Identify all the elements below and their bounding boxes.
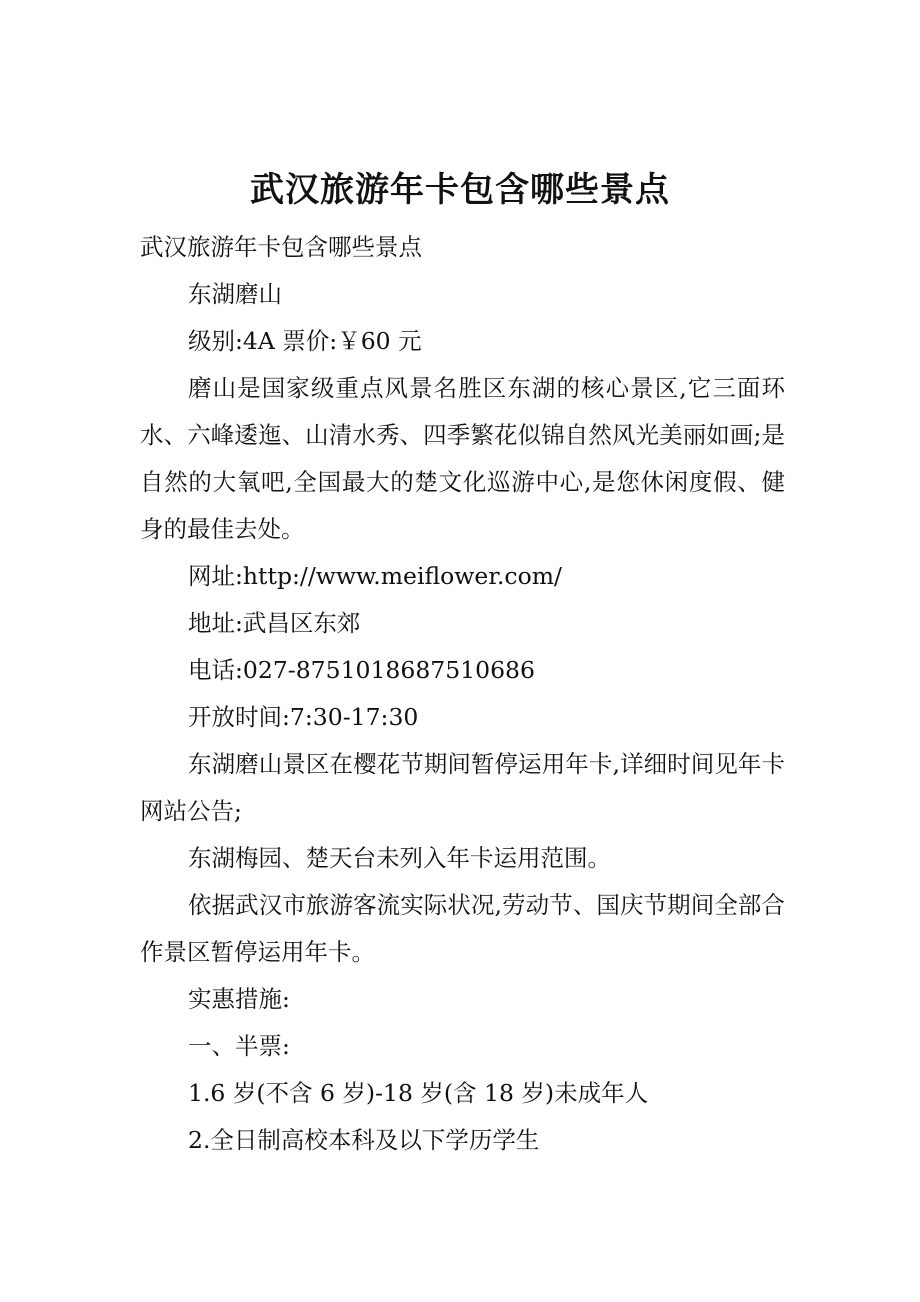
address-paragraph: 地址:武昌区东郊 bbox=[188, 609, 361, 637]
description-paragraph: 磨山是国家级重点风景名胜区东湖的核心景区,它三面环水、六峰逶迤、山清水秀、四季繁花似锦自然风光美丽如画;是自然的大氧吧,全国最大的楚文化巡游中心,是您休闲度假、健身的最佳去处。 bbox=[140, 374, 785, 543]
notice-paragraph-1: 东湖磨山景区在樱花节期间暂停运用年卡,详细时间见年卡网站公告; bbox=[140, 750, 785, 825]
discounts-heading-paragraph: 实惠措施: bbox=[188, 985, 290, 1013]
half-price-item-1: 1.6 岁(不含 6 岁)-18 岁(含 18 岁)未成年人 bbox=[188, 1079, 649, 1107]
level-price-paragraph: 级别:4A 票价:￥60 元 bbox=[188, 327, 422, 355]
phone-paragraph: 电话:027-8751018687510686 bbox=[188, 656, 535, 684]
half-price-item-2: 2.全日制高校本科及以下学历学生 bbox=[188, 1126, 540, 1154]
website-paragraph: 网址:http://www.meiflower.com/ bbox=[188, 562, 562, 590]
section-heading-paragraph: 东湖磨山 bbox=[188, 280, 282, 308]
page-title: 武汉旅游年卡包含哪些景点 bbox=[250, 169, 670, 210]
subtitle-paragraph: 武汉旅游年卡包含哪些景点 bbox=[140, 233, 422, 261]
half-price-heading-paragraph: 一、半票: bbox=[188, 1032, 290, 1060]
opening-hours-paragraph: 开放时间:7:30-17:30 bbox=[188, 703, 419, 731]
notice-paragraph-3: 依据武汉市旅游客流实际状况,劳动节、国庆节期间全部合作景区暂停运用年卡。 bbox=[140, 891, 785, 966]
document-body bbox=[140, 224, 785, 1164]
notice-paragraph-2: 东湖梅园、楚天台未列入年卡运用范围。 bbox=[188, 844, 611, 872]
